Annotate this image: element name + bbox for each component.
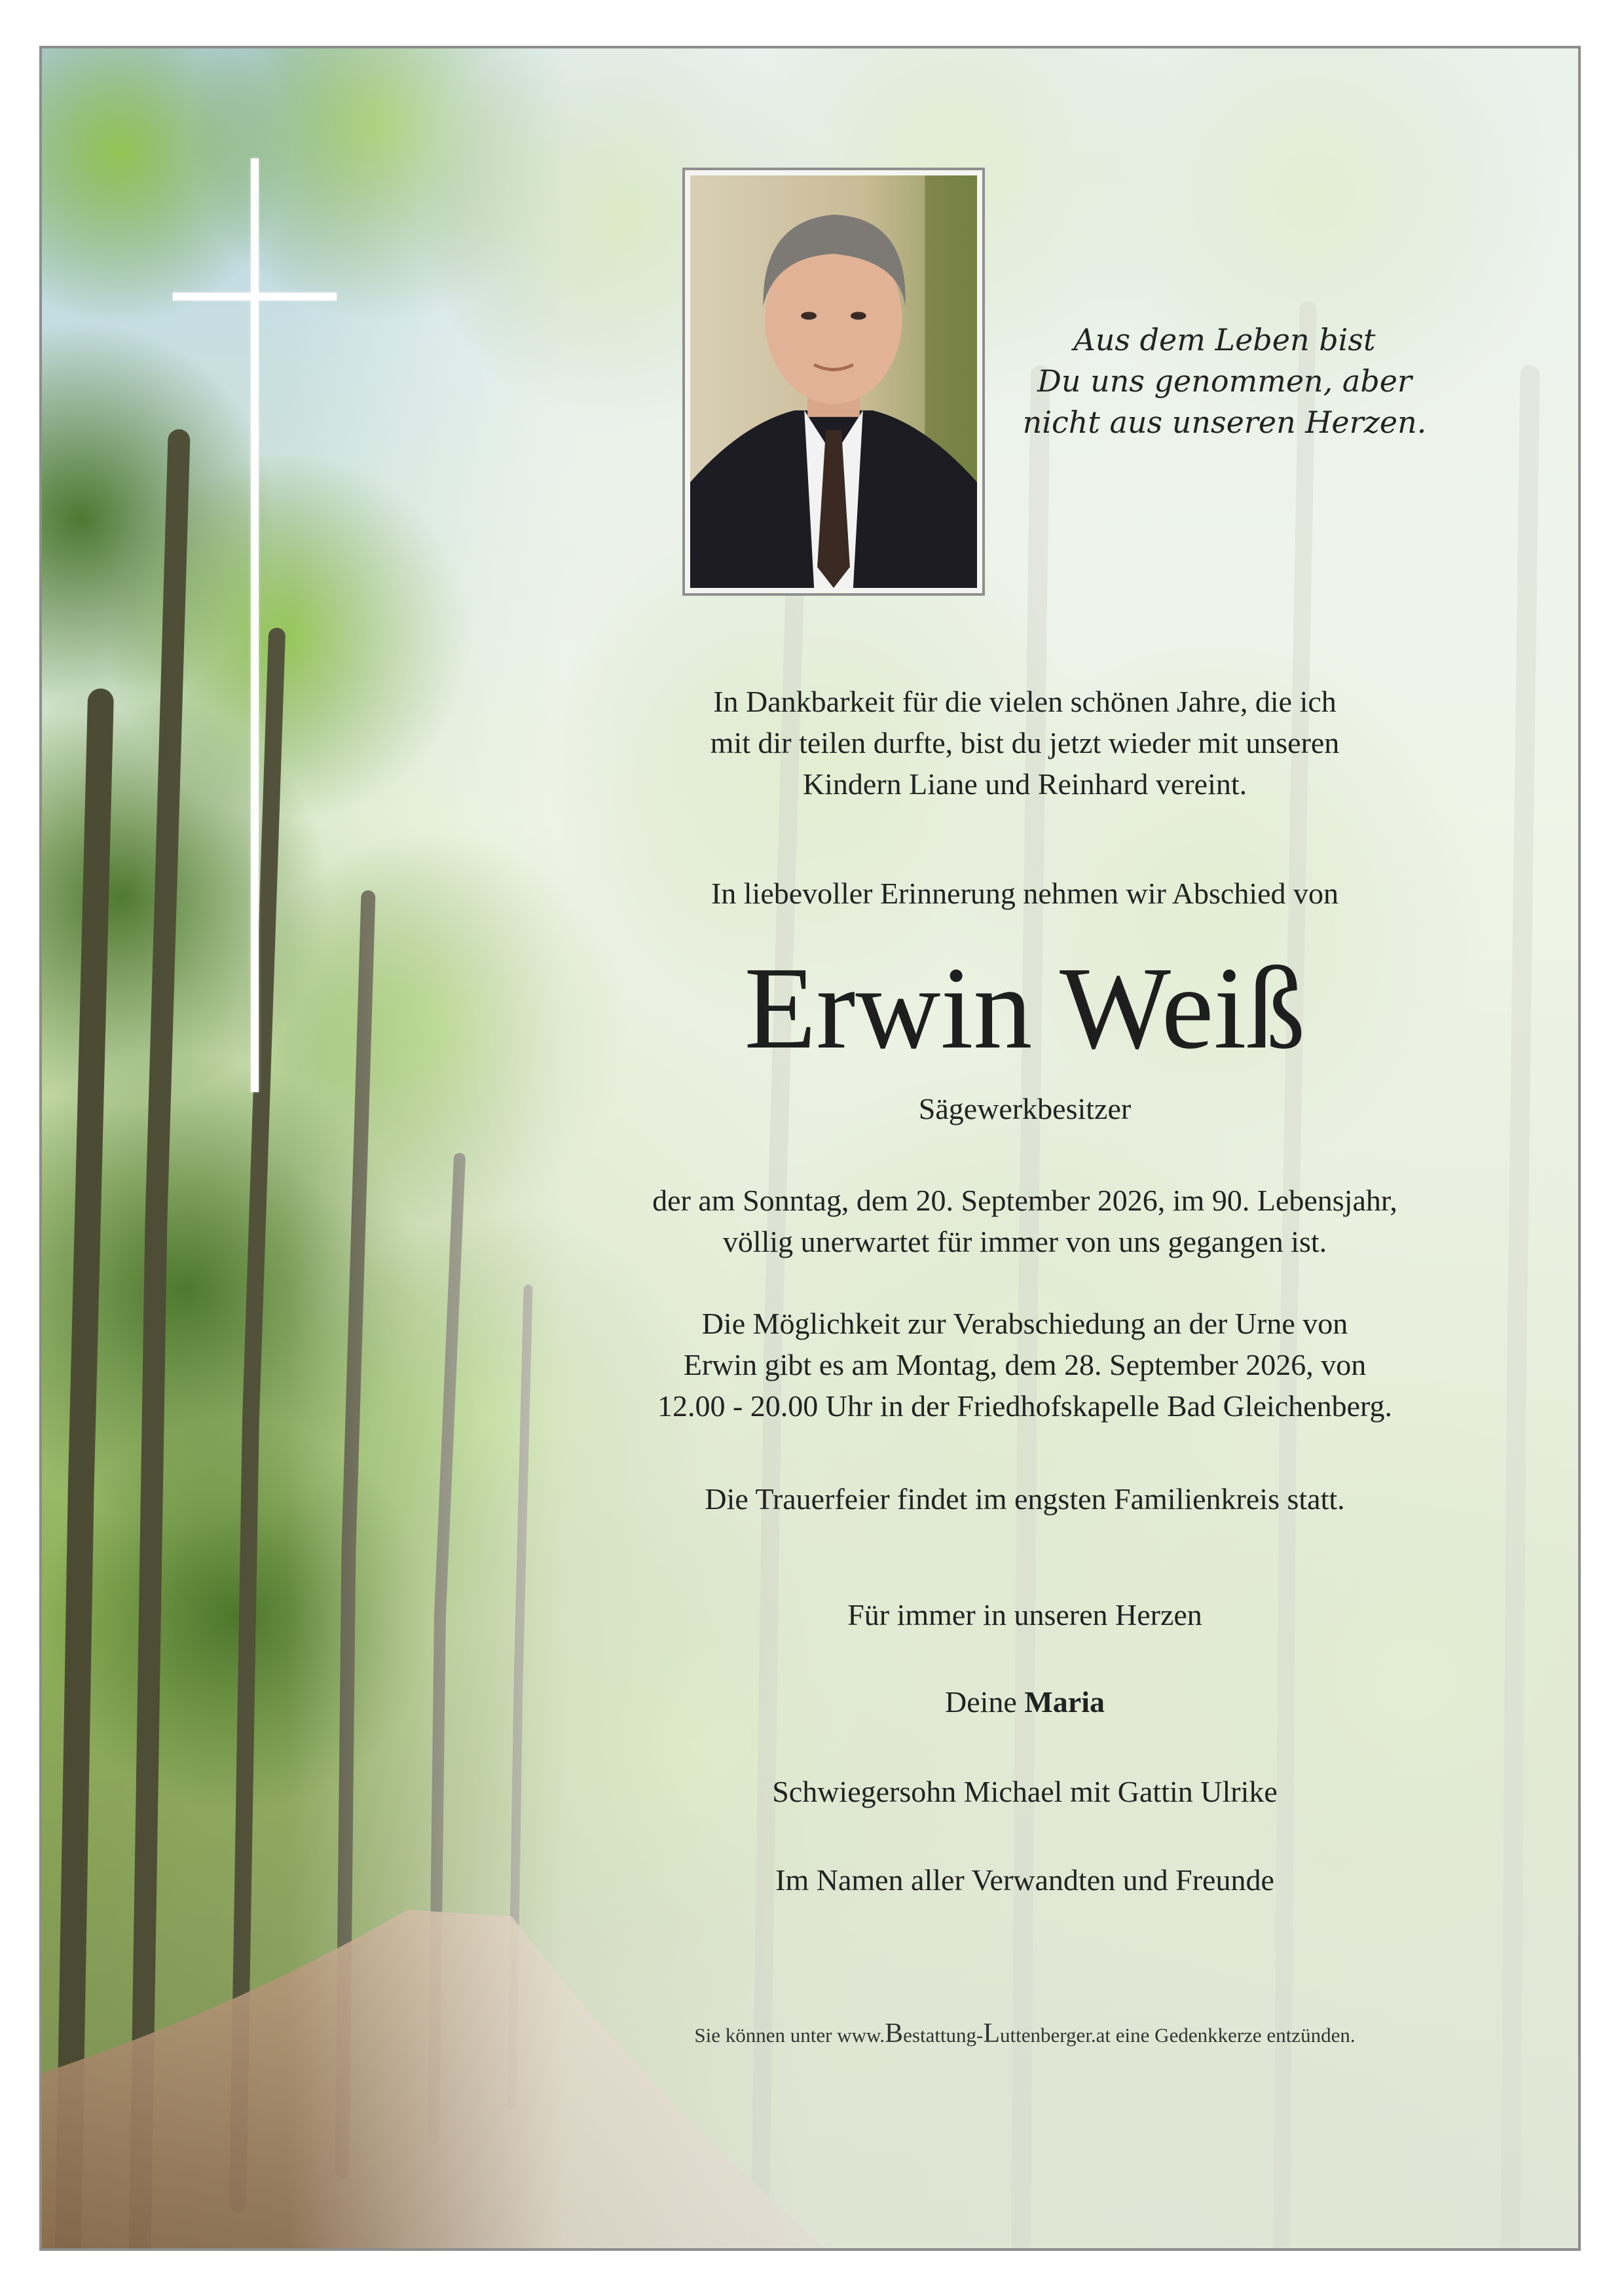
- closing-spouse: [544, 1681, 1506, 1722]
- intro-line: Kindern Liane und Reinhard vereint.: [802, 767, 1247, 801]
- intro-paragraph: [544, 681, 1506, 805]
- quote-line: nicht aus unseren Herzen.: [1022, 405, 1427, 440]
- footer-text: estattung-: [903, 2024, 984, 2047]
- portrait-photo: [682, 168, 985, 596]
- deceased-name: Erwin Weiß: [744, 943, 1306, 1073]
- death-notice-line: der am Sonntag, dem 20. September 2026, im 90. Lebensjahr,: [652, 1184, 1397, 1217]
- farewell-info-line: Die Möglichkeit zur Verabschiedung an der Urne von: [701, 1307, 1348, 1340]
- ceremony-text: Die Trauerfeier findet im engsten Familienkreis statt.: [705, 1482, 1345, 1516]
- farewell-line: [544, 873, 1506, 914]
- intro-line: mit dir teilen durfte, bist du jetzt wieder mit unseren: [710, 726, 1340, 759]
- cross-symbol-bar: [173, 293, 337, 301]
- closing-son-in-law: [544, 1771, 1506, 1812]
- deceased-occupation: [544, 1088, 1506, 1129]
- portrait-illustration: [690, 175, 977, 588]
- footer-initial-b: B: [885, 2018, 904, 2049]
- forever-text: Für immer in unseren Herzen: [847, 1598, 1202, 1631]
- ceremony-note: [544, 1478, 1506, 1520]
- quote-line: Aus dem Leben bist: [1073, 322, 1376, 357]
- farewell-info-line: 12.00 - 20.00 Uhr in der Friedhofskapelle Bad Gleichenberg.: [657, 1389, 1393, 1423]
- farewell-info-line: Erwin gibt es am Montag, dem 28. September 2026, von: [683, 1348, 1367, 1381]
- closing-relatives: [544, 1859, 1506, 1901]
- footer-text: Sie können unter www.: [694, 2024, 885, 2047]
- farewell-info: [544, 1303, 1506, 1427]
- quote-line: Du uns genommen, aber: [1037, 363, 1412, 399]
- relatives-text: Im Namen aller Verwandten und Freunde: [775, 1863, 1274, 1897]
- closing-forever: [544, 1594, 1506, 1635]
- footer-initial-l: L: [983, 2018, 1001, 2049]
- spouse-line: [544, 1681, 1506, 1722]
- spouse-name: Maria: [1024, 1685, 1105, 1719]
- memorial-quote: [1022, 319, 1428, 443]
- spouse-prefix: Deine: [945, 1685, 1017, 1719]
- footer-text: uttenberger.at eine Gedenkkerze entzünden.: [1000, 2024, 1356, 2047]
- occupation-text: Sägewerkbesitzer: [918, 1092, 1132, 1125]
- farewell-text: In liebevoller Erinnerung nehmen wir Abschied von: [710, 877, 1339, 910]
- death-notice-line: völlig unerwartet für immer von uns gegangen ist.: [722, 1225, 1327, 1258]
- footer-note: [544, 2018, 1506, 2049]
- death-notice: [544, 1180, 1506, 1262]
- intro-line: In Dankbarkeit für die vielen schönen Jahre, die ich: [713, 685, 1337, 718]
- son-in-law-text: Schwiegersohn Michael mit Gattin Ulrike: [772, 1775, 1278, 1808]
